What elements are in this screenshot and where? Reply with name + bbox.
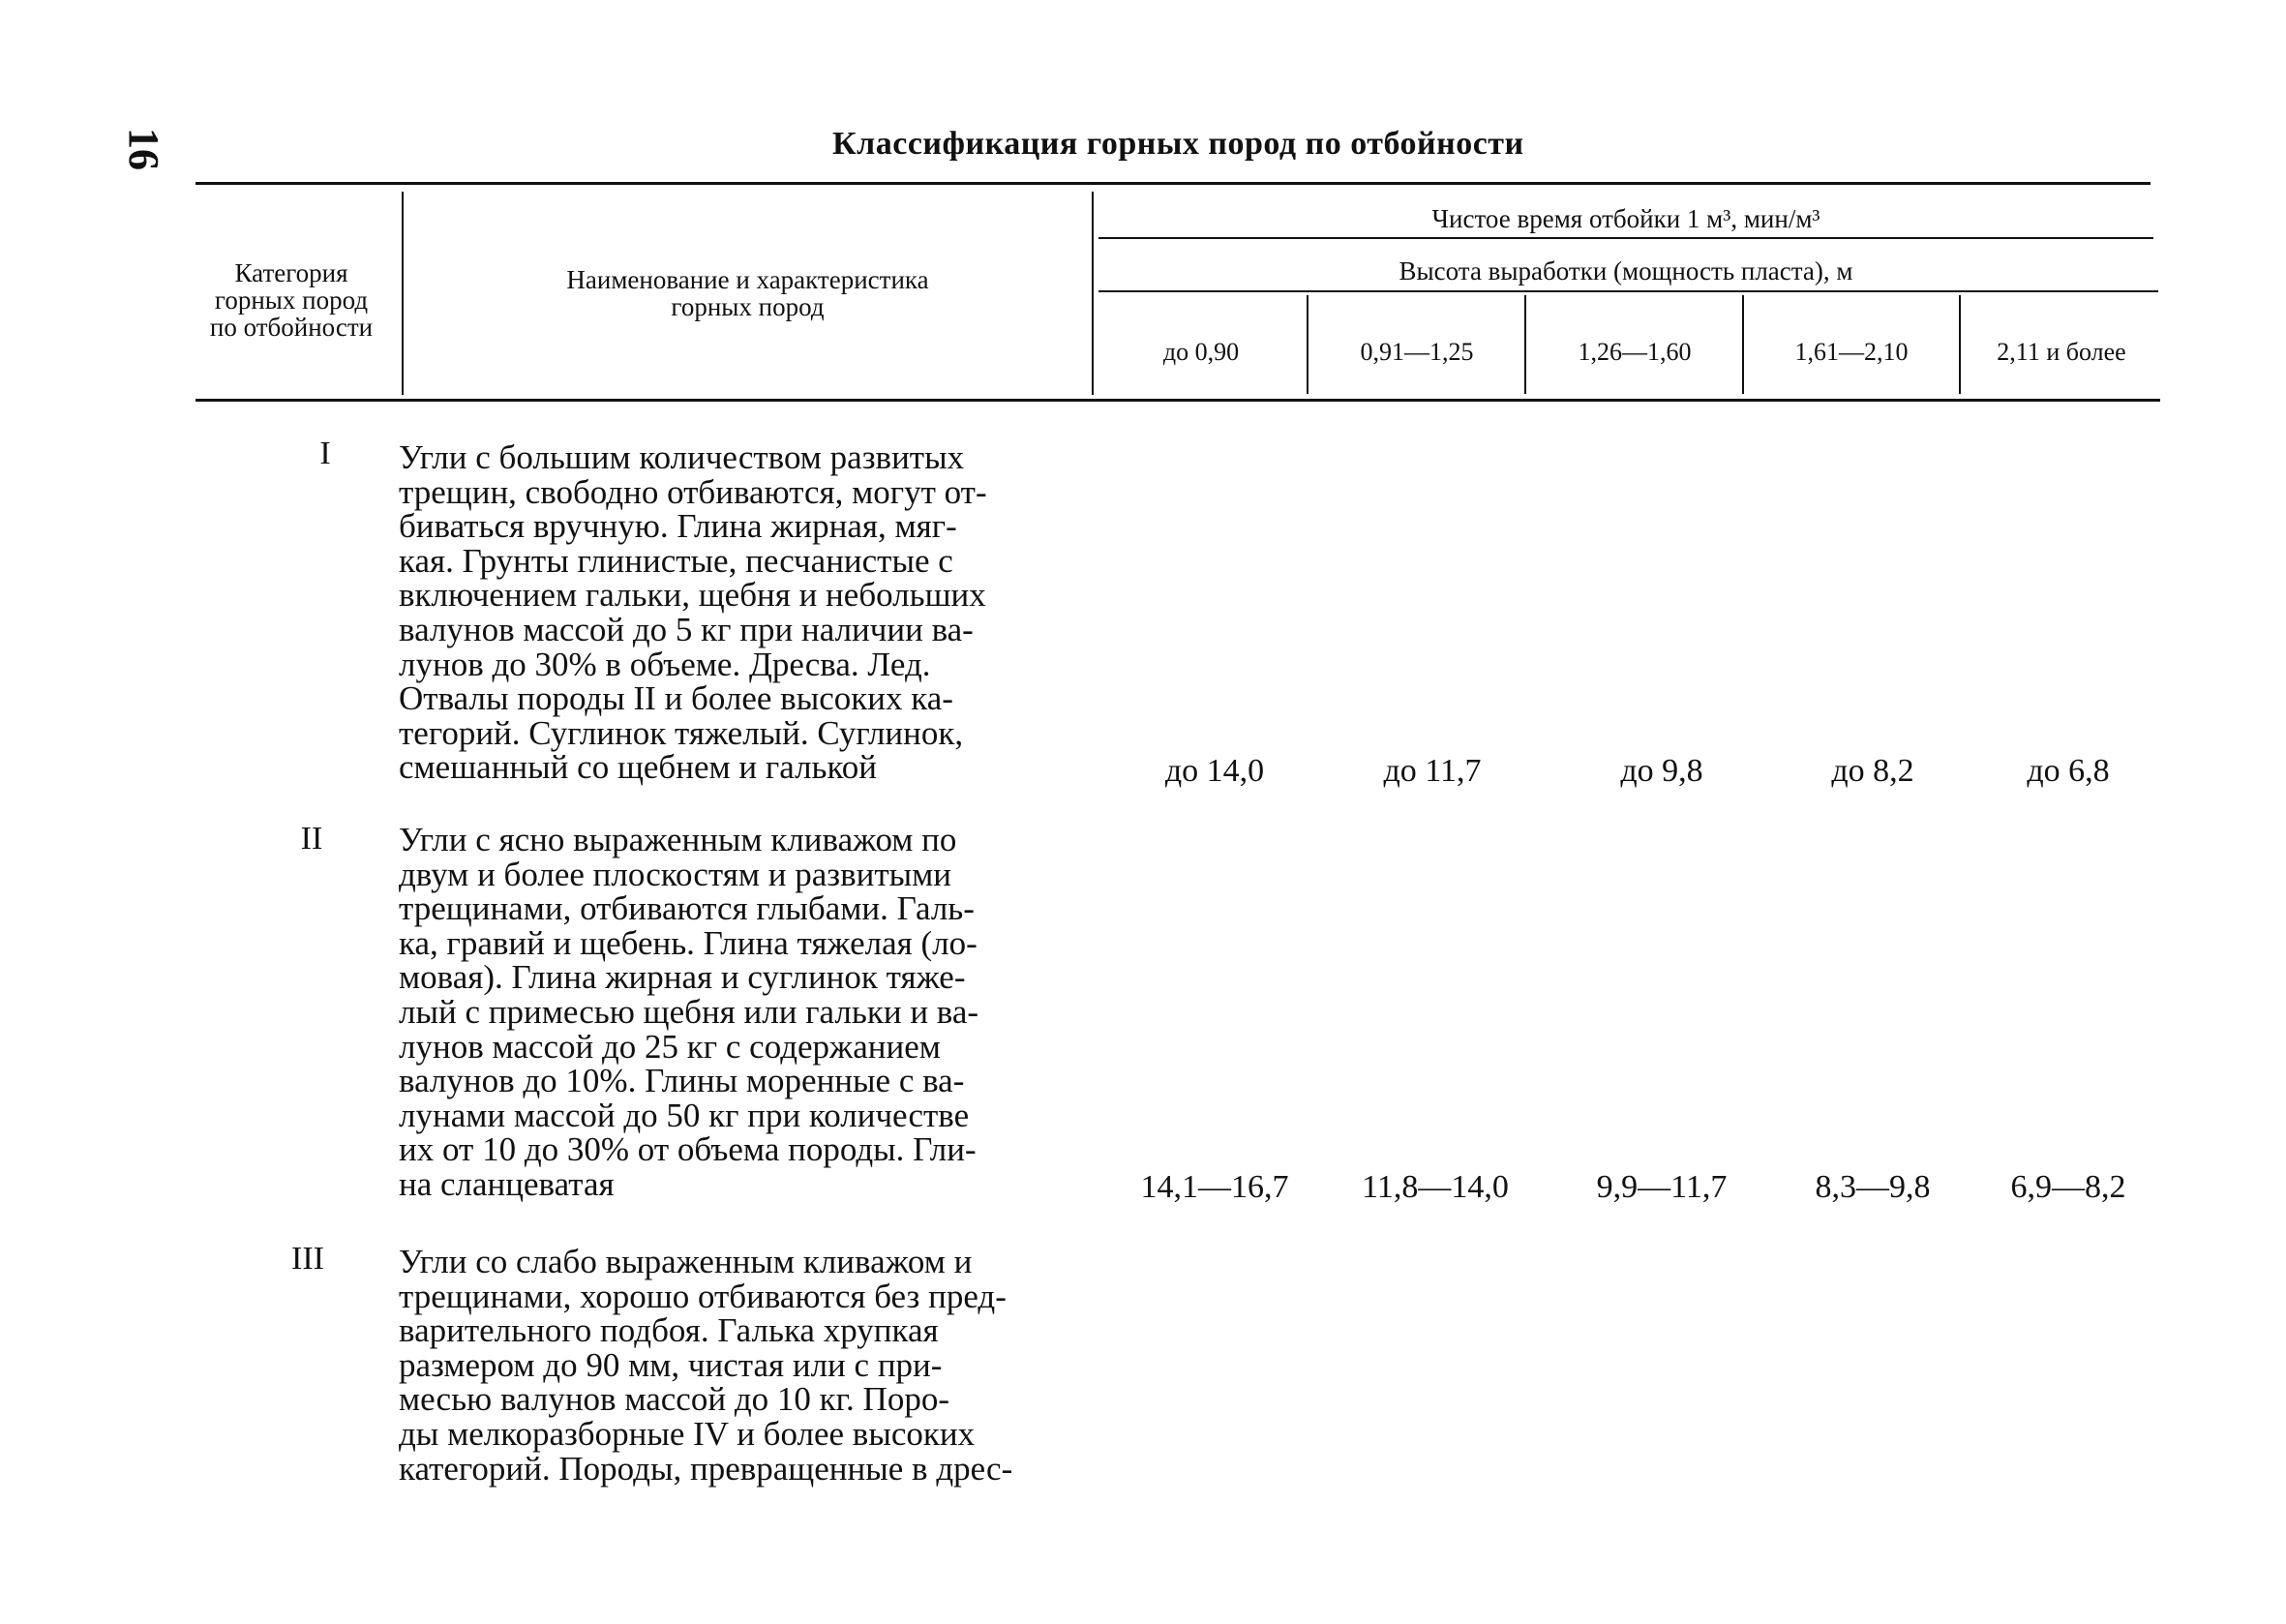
header-category-line-2: горных пород (214, 286, 369, 315)
height-group-rule (1098, 290, 2158, 292)
row-2-line: на сланцеватая (399, 1164, 615, 1203)
row-3-line: категорий. Породы, превращенные в дрес- (399, 1449, 1013, 1488)
header-category-line-1: Категория (234, 258, 348, 287)
header-top-rule (196, 182, 2151, 185)
header-height-group: Высота выработки (мощность пласта), м (1399, 256, 1853, 286)
header-name-line-1: Наименование и характеристика (566, 265, 929, 294)
col-divider-2 (1524, 295, 1526, 394)
row-2-description (399, 823, 1098, 1202)
col-divider-1 (1307, 295, 1308, 394)
height-col-1: до 0,90 (1162, 338, 1240, 366)
header-divider-2 (1092, 192, 1094, 395)
row-2-line: их от 10 до 30% от объема породы. Гли- (399, 1130, 977, 1169)
row-1-line: включением гальки, щебня и небольших (399, 576, 986, 615)
row-1-line: кая. Грунты глинистые, песчанистые с (399, 541, 953, 580)
row-1-description (399, 440, 1098, 785)
row-2-line: лунами массой до 50 кг при количестве (399, 1096, 970, 1134)
row-2-line: мовая). Глина жирная и суглинок тяже- (399, 958, 966, 997)
row-3-line: ды мелкоразборные IV и более высоких (399, 1414, 976, 1453)
row-2-line: двум и более плоскостям и развитыми (399, 855, 952, 893)
row-2-line: лый с примесью щебня или гальки и ва- (399, 992, 979, 1031)
col-divider-4 (1959, 295, 1961, 394)
row-1-category: I (319, 436, 331, 471)
row-2-line: Угли с ясно выраженным кливажом по (399, 821, 957, 858)
row-3-line: трещинами, хорошо отбиваются без пред- (399, 1277, 1007, 1315)
row-1-line: Отвалы породы II и более высоких ка- (399, 679, 953, 718)
row-2-value-4: 8,3—9,8 (1815, 1169, 1931, 1205)
row-1-value-1: до 14,0 (1164, 753, 1265, 789)
col-divider-3 (1742, 295, 1744, 394)
row-1-line: трещин, свободно отбиваются, могут от- (399, 472, 987, 511)
row-1-line: лунов до 30% в объеме. Дресва. Лед. (399, 645, 931, 683)
height-col-2: 0,91—1,25 (1360, 338, 1474, 366)
row-1-line: тегорий. Суглинок тяжелый. Суглинок, (399, 713, 964, 752)
row-2-line: трещинами, отбиваются глыбами. Галь- (399, 889, 975, 928)
row-2-line: ка, гравий и щебень. Глина тяжелая (ло- (399, 923, 978, 962)
height-col-4: 1,61—2,10 (1794, 338, 1909, 366)
row-1-line: биваться вручную. Глина жирная, мяг- (399, 507, 957, 546)
row-3-line: месью валунов массой до 10 кг. Поро- (399, 1380, 949, 1419)
row-1-line: валунов массой до 5 кг при наличии ва- (399, 610, 974, 648)
header-divider-1 (402, 192, 404, 395)
row-3-line: Угли со слабо выраженным кливажом и (399, 1243, 973, 1280)
row-2-value-2: 11,8—14,0 (1362, 1169, 1509, 1205)
row-2-value-5: 6,9—8,2 (2010, 1169, 2126, 1205)
page-title: Классификация горных пород по отбойности (832, 126, 1524, 162)
header-category (190, 259, 393, 341)
row-3-line: варительного подбоя. Галька хрупкая (399, 1311, 939, 1350)
height-col-3: 1,26—1,60 (1578, 338, 1692, 366)
header-time-group: Чистое время отбойки 1 м³, мин/м³ (1431, 204, 1820, 233)
header-bottom-rule (196, 399, 2160, 402)
page-number: 16 (120, 128, 167, 170)
row-1-line: смешанный со щебнем и галькой (399, 748, 877, 787)
row-3-description (399, 1245, 1098, 1486)
row-1-value-5: до 6,8 (2027, 753, 2110, 789)
header-name (406, 266, 1089, 320)
row-2-line: лунов массой до 25 кг с содержанием (399, 1027, 941, 1066)
time-group-rule (1098, 237, 2153, 239)
row-2-value-1: 14,1—16,7 (1140, 1169, 1289, 1205)
row-2-line: валунов до 10%. Глины моренные с ва- (399, 1062, 965, 1100)
row-1-value-4: до 8,2 (1831, 753, 1914, 789)
row-1-line: Угли с большим количеством развитых (399, 438, 965, 476)
row-3-line: размером до 90 мм, чистая или с при- (399, 1345, 943, 1384)
header-name-line-2: горных пород (671, 292, 825, 321)
header-category-line-3: по отбойности (209, 313, 374, 342)
row-1-value-2: до 11,7 (1383, 753, 1482, 789)
row-3-category: III (291, 1241, 324, 1277)
row-2-value-3: 9,9—11,7 (1596, 1169, 1728, 1205)
row-1-value-3: до 9,8 (1620, 753, 1703, 789)
height-col-5: 2,11 и более (1997, 338, 2126, 366)
row-2-category: II (300, 821, 323, 857)
